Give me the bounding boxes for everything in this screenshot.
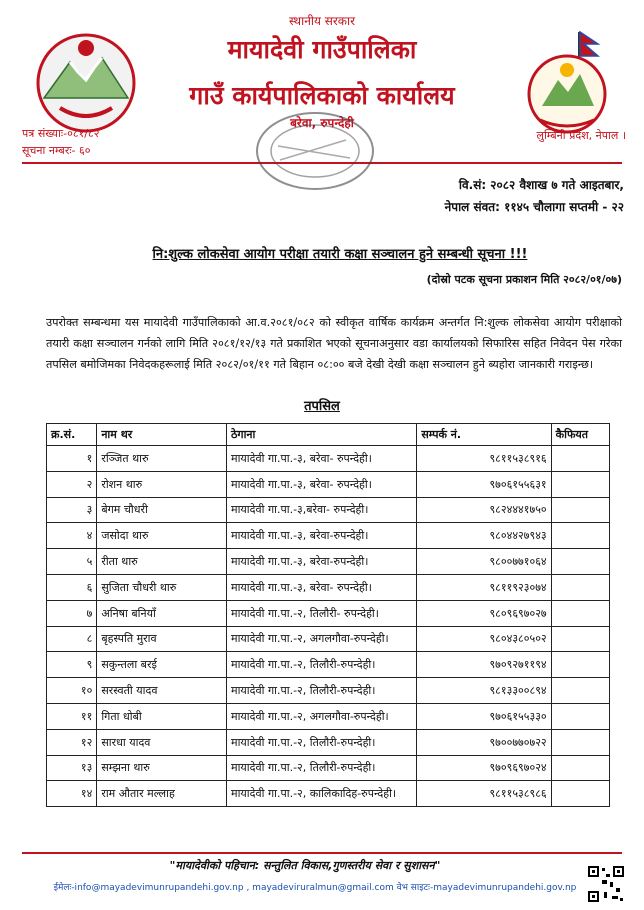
remarks-cell [551, 497, 609, 523]
name-cell: अनिषा बनियाँ [97, 600, 227, 626]
name-cell: सुजिता चौधरी थारु [97, 574, 227, 600]
serial-cell: ९ [47, 652, 97, 678]
address-cell: मायादेवी गा.पा.-२, तिलौरी- रुपन्देही। [227, 600, 417, 626]
remarks-cell [551, 626, 609, 652]
serial-cell: ४ [47, 523, 97, 549]
serial-cell: १ [47, 446, 97, 472]
header-address: ठेगाना [227, 424, 417, 446]
address-cell: मायादेवी गा.पा.-२, कालिकादिह-रुपन्देही। [227, 781, 417, 807]
remarks-cell [551, 781, 609, 807]
serial-cell: ६ [47, 574, 97, 600]
serial-cell: ८ [47, 626, 97, 652]
name-cell: राम औतार मल्लाह [97, 781, 227, 807]
serial-cell: १३ [47, 755, 97, 781]
remarks-cell [551, 471, 609, 497]
table-row [47, 755, 610, 781]
contact-cell: ९८०४३८०५०२ [417, 626, 551, 652]
serial-cell: ३ [47, 497, 97, 523]
office-location: बरेवा, रुपन्देही [290, 116, 354, 130]
remarks-cell [551, 574, 609, 600]
contact-cell: ९७०६१५५६३१ [417, 471, 551, 497]
table-row [47, 471, 610, 497]
name-cell: बृहस्पति मुराव [97, 626, 227, 652]
remarks-cell [551, 523, 609, 549]
table-row [47, 523, 610, 549]
address-cell: मायादेवी गा.पा.-२, अगलगौवा-रुपन्देही। [227, 626, 417, 652]
name-cell: बेगम चौधरी [97, 497, 227, 523]
header-remarks: कैफियत [551, 424, 609, 446]
table-row [47, 600, 610, 626]
contact-cell: ९८०४४२७९४३ [417, 523, 551, 549]
remarks-cell [551, 678, 609, 704]
serial-cell: ५ [47, 549, 97, 575]
office-title: गाउँ कार्यपालिकाको कार्यालय [189, 81, 455, 110]
address-cell: मायादेवी गा.पा.-३, बरेवा- रुपन्देही। [227, 574, 417, 600]
remarks-cell [551, 446, 609, 472]
header-contact: सम्पर्क नं. [417, 424, 551, 446]
office-stamp-icon [250, 106, 380, 196]
serial-cell: ७ [47, 600, 97, 626]
name-cell: सकुन्तला बरई [97, 652, 227, 678]
applicant-table [46, 423, 610, 807]
footer-contact[interactable]: ईमेलः-info@mayadevimunrupandehi.gov.np , mayadeviruralmun@gmail.com वेभ साइटः-mayadevimunrupandehi.gov.np [53, 883, 577, 893]
name-cell: रोशन थारु [97, 471, 227, 497]
notice-body: उपरोक्त सम्बन्धमा यस मायादेवी गाउँपालिकाको आ.व.२०८१/०८२ को स्वीकृत वार्षिक कार्यक्रम अन्तर्गत नि:शुल्क लोकसेवा आयोग परीक्षाको तयारी कक्षा सञ्चालन गर्नको लागि मिति २०८१/१२/१३ गते प्रकाशित भएको सूचनाअनुसार वडा कार्यालयको सिफारिस सहित निवेदन पेस गरेका तपसिल बमोजिमका निवेदकहरूलाई मिति २०८२/०१/११ गते बिहान ०८:०० बजे देखी देखी कक्षा सञ्चालन हुने ब्यहोरा जानकारी गराइन्छ। [46, 316, 622, 371]
table-row [47, 497, 610, 523]
name-cell: सारधा यादव [97, 729, 227, 755]
table-row [47, 678, 610, 704]
serial-cell: २ [47, 471, 97, 497]
serial-cell: १० [47, 678, 97, 704]
contact-cell: ९७०६१५५३३० [417, 703, 551, 729]
contact-cell: ९८११९२३०७४ [417, 574, 551, 600]
contact-cell: ९८००७७१०६४ [417, 549, 551, 575]
remarks-cell [551, 755, 609, 781]
address-cell: मायादेवी गा.पा.-२, अगलगौवा-रुपन्देही। [227, 703, 417, 729]
footer-divider [22, 852, 622, 854]
name-cell: सरस्वती यादव [97, 678, 227, 704]
address-cell: मायादेवी गा.पा.-३, बरेवा-रुपन्देही। [227, 523, 417, 549]
table-row [47, 781, 610, 807]
contact-cell: ९८११५३८९८६ [417, 781, 551, 807]
table-row [47, 703, 610, 729]
qr-code-icon [586, 864, 626, 904]
address-cell: मायादेवी गा.पा.-२, तिलौरी-रुपन्देही। [227, 678, 417, 704]
address-cell: मायादेवी गा.पा.-३, बरेवा- रुपन्देही। [227, 446, 417, 472]
table-row [47, 446, 610, 472]
name-cell: गिता धोबी [97, 703, 227, 729]
address-cell: मायादेवी गा.पा.-२, तिलौरी-रुपन्देही। [227, 755, 417, 781]
remarks-cell [551, 600, 609, 626]
letter-number: पत्र संख्याः-०८१/८२ [22, 127, 100, 140]
notice-subject: नि:शुल्क लोकसेवा आयोग परीक्षा तयारी कक्षा सञ्चालन हुने सम्बन्धी सूचना !!! [152, 247, 528, 262]
list-title: तपसिल [304, 399, 340, 414]
province-label: लुम्बिनी प्रदेश, नेपाल । [536, 129, 626, 142]
table-header-row [47, 424, 610, 446]
remarks-cell [551, 729, 609, 755]
contact-cell: ९७००७७०७२२ [417, 729, 551, 755]
municipality-title: मायादेवी गाउँपालिका [227, 35, 417, 64]
address-cell: मायादेवी गा.पा.-३, बरेवा-रुपन्देही। [227, 549, 417, 575]
address-cell: मायादेवी गा.पा.-२, तिलौरी-रुपन्देही। [227, 652, 417, 678]
contact-cell: ९७०९६९७०२४ [417, 755, 551, 781]
remarks-cell [551, 652, 609, 678]
address-cell: मायादेवी गा.पा.-३, बरेवा- रुपन्देही। [227, 471, 417, 497]
contact-cell: ९८११५३८९१६ [417, 446, 551, 472]
header-serial: क्र.सं. [47, 424, 97, 446]
date-nepal-sambat: नेपाल संवत: ११४५ चौलागा सप्तमी - २२ [444, 200, 624, 214]
contact-cell: ९८२४४४१७५० [417, 497, 551, 523]
notice-number: सूचना नम्बरः- ६० [22, 144, 91, 157]
contact-cell: ९७०९२७११९४ [417, 652, 551, 678]
remarks-cell [551, 549, 609, 575]
name-cell: रीता थारु [97, 549, 227, 575]
table-row [47, 729, 610, 755]
name-cell: जसोदा थारु [97, 523, 227, 549]
serial-cell: १४ [47, 781, 97, 807]
table-row [47, 626, 610, 652]
table-row [47, 652, 610, 678]
footer-slogan: "मायादेवीको पहिचान: सन्तुलित विकास,गुणस्तरीय सेवा र सुशासन" [169, 859, 441, 872]
table-row [47, 574, 610, 600]
name-cell: रञ्जित थारु [97, 446, 227, 472]
address-cell: मायादेवी गा.पा.-३,बरेवा- रुपन्देही। [227, 497, 417, 523]
header-name: नाम थर [97, 424, 227, 446]
address-cell: मायादेवी गा.पा.-२, तिलौरी-रुपन्देही। [227, 729, 417, 755]
government-level-label: स्थानीय सरकार [289, 14, 355, 28]
serial-cell: १२ [47, 729, 97, 755]
remarks-cell [551, 703, 609, 729]
contact-cell: ९८०९६९७०२७ [417, 600, 551, 626]
contact-cell: ९८१३३००८९४ [417, 678, 551, 704]
table-row [47, 549, 610, 575]
republish-note: (दोस्रो पटक सूचना प्रकाशन मिति २०८२/०१/०७) [426, 273, 622, 286]
date-bs: वि.सं: २०८२ वैशाख ७ गते आइतबार, [458, 178, 624, 192]
serial-cell: ११ [47, 703, 97, 729]
name-cell: सम्झना थारु [97, 755, 227, 781]
